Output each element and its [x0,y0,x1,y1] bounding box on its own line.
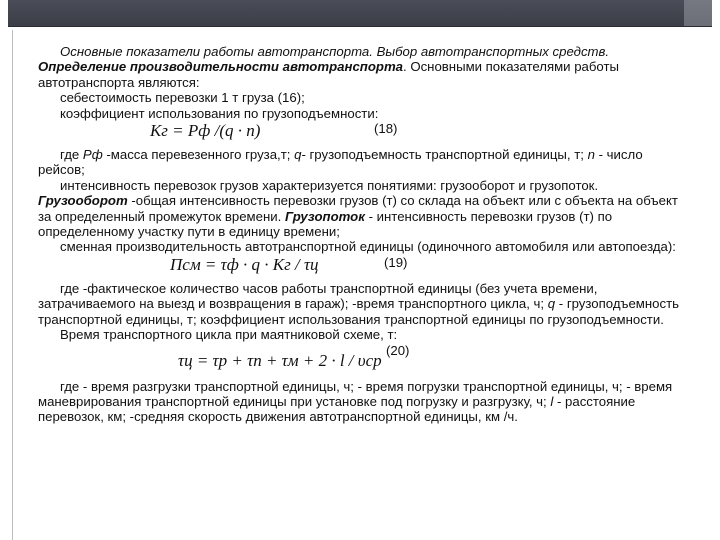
formula-20-number: (20) [386,342,410,358]
where-18: где Рф -масса перевезенного груза,т; q- грузоподъемность транспортной единицы, т; n - число рейсов; [38,147,643,178]
top-banner-band [8,0,712,27]
intro-tail: . Основными показателями работы автотранспорта являются: [38,59,619,90]
top-banner [0,0,720,26]
intensity-paragraph: интенсивность перевозок грузов характеризуется понятиями: грузооборот и грузопоток. Грузооборот -общая интенсивность перевозки грузов (т) со склада на объект или с объекта на объект за определенный промежуток времени. Грузопоток - интенсивность перевозки грузов (т) по определенному участку пути в единицу времени; [38,177,678,240]
document-body [38,44,688,425]
cycle-time: Время транспортного цикла при маятниковой схеме, т: [60,327,398,343]
intro-paragraph [38,44,688,90]
formula-18 [38,121,688,147]
top-banner-accent [684,0,712,26]
intro-heading-bold: Определение производительности автотранспорта [38,59,403,75]
formula-19-expression: Псм = τф · q · Кг / τц [170,254,319,274]
var-n: n [587,147,595,163]
formula-18-number: (18) [374,121,398,137]
formula-20-expression: τц = τр + τп + τм + 2 · l / υср [178,350,382,370]
left-margin-rule [12,30,13,540]
formula-19-number: (19) [384,254,408,270]
list-item-capacity: коэффициент использования по грузоподъемности: [60,105,379,121]
formula-20 [38,343,688,379]
term-turnover: Грузооборот [38,193,128,209]
list-item-cost: себестоимость перевозки 1 т груза (16); [60,90,305,106]
var-rf: Рф [82,147,103,163]
where-20: где - время разгрузки транспортной единицы, ч; - время погрузки транспортной единицы, ч; - время маневрирования транспортной единицы при установке под погрузку и разгрузку, ч; l - расстояние перевозок, км; -средняя скорость движения автотранспортной единицы, км /ч. [38,378,673,425]
intro-heading: Основные показатели работы автотранспорта. Выбор автотранспортных средств. [60,44,610,59]
where-19: где -фактическое количество часов работы транспортной единицы (без учета времени, затрачиваемого на выезд и возвращения в гараж); -время транспортного цикла, ч; q - грузоподъемность транспортной единицы, т; коэффициент использования транспортной единицы по грузоподъемности. [38,280,679,327]
formula-18-expression: Кг = Рф /(q · n) [150,121,261,141]
var-q: q [294,147,302,163]
term-flow: Грузопоток [284,208,365,224]
shift-productivity: сменная производительность автотранспортной единицы (одиночного автомобиля или автопоезда): [60,239,676,255]
formula-19 [38,255,688,281]
left-margin [8,30,18,540]
